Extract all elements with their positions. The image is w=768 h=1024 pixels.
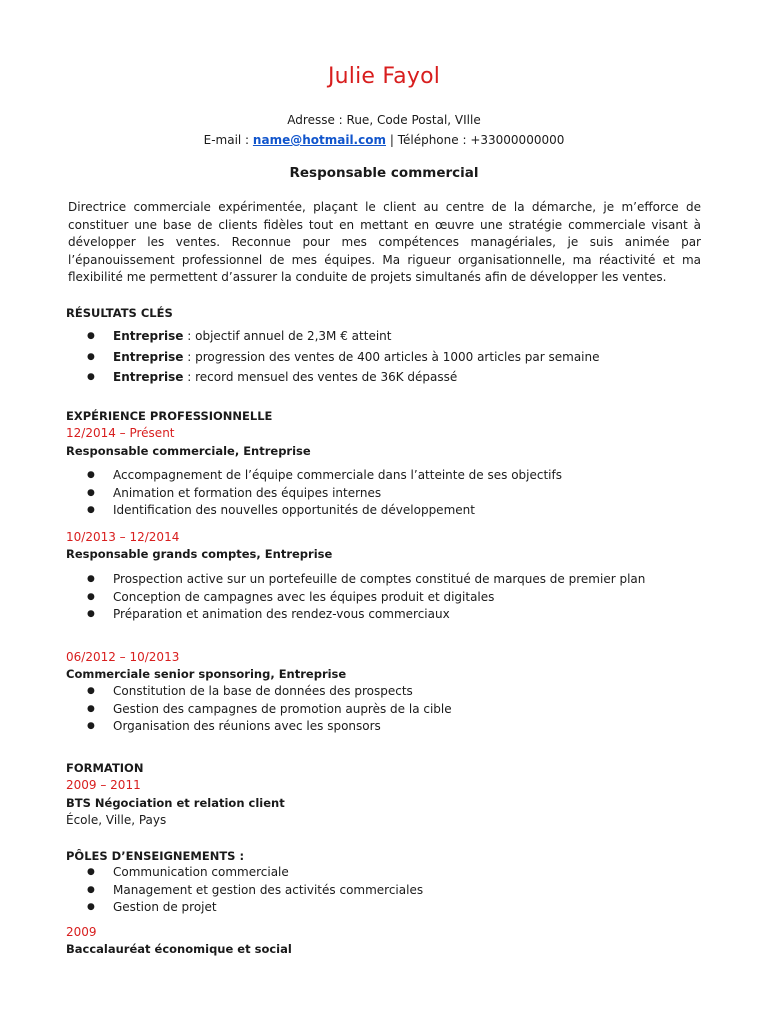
result-text: : record mensuel des ventes de 36K dépassé: [183, 370, 458, 384]
candidate-name: Julie Fayol: [327, 64, 441, 89]
list-item: ● Accompagnement de l’équipe commerciale dans l’atteinte de ses objectifs: [0, 467, 562, 485]
list-item: [0, 326, 600, 347]
list-item: [0, 347, 600, 368]
results-heading: RÉSULTATS CLÉS: [66, 306, 173, 320]
education-degree: BTS Négociation et relation client: [66, 796, 285, 810]
list-item: ● Prospection active sur un portefeuille de comptes constitué de marques de premier plan: [0, 571, 645, 589]
job-position: Responsable commerciale, Entreprise: [66, 444, 311, 458]
result-label: Entreprise: [113, 329, 184, 343]
list-item: ● Identification des nouvelles opportunités de développement: [0, 502, 562, 520]
results-list: [0, 326, 600, 388]
list-item: ● Constitution de la base de données des prospects: [0, 683, 452, 701]
list-item: ● Gestion de projet: [0, 899, 423, 917]
contact-separator: |: [389, 133, 394, 147]
result-label: Entreprise: [113, 370, 184, 384]
list-item: ● Préparation et animation des rendez-vous commerciaux: [0, 606, 645, 624]
result-text: : progression des ventes de 400 articles à 1000 articles par semaine: [183, 349, 600, 364]
email-link[interactable]: name@hotmail.com: [252, 133, 386, 147]
job-position: Responsable grands comptes, Entreprise: [66, 547, 333, 561]
list-item: ● Communication commerciale: [0, 864, 423, 882]
job-title: Responsable commercial: [289, 165, 479, 181]
list-item: ● Gestion des campagnes de promotion auprès de la cible: [0, 701, 452, 719]
address-value: Rue, Code Postal, VIlle: [346, 113, 481, 127]
experience-heading: EXPÉRIENCE PROFESSIONNELLE: [66, 409, 273, 423]
education-dates: 2009: [66, 925, 97, 939]
job-tasks-list: [0, 467, 562, 520]
phone-value: +33000000000: [470, 133, 565, 147]
list-item: ● Conception de campagnes avec les équipes produit et digitales: [0, 589, 645, 607]
list-item: [0, 367, 600, 388]
contact-block: [0, 110, 768, 150]
email-phone-line: [0, 130, 768, 150]
result-label: Entreprise: [113, 349, 184, 364]
profile-summary: Directrice commerciale expérimentée, plaçant le client au centre de la démarche, je m’efforce de constituer une base de clients fidèles tout en mettant en œuvre une stratégie commerciale visant à développer les ventes. Reconnue pour mes compétences managériales, je suis animée par l’épanouissement professionnel de mes équipes. Ma rigueur organisationnelle, ma réactivité et ma flexibilité me permettent d’assurer la conduite de projets simultanés afin de développer les ventes.: [68, 200, 701, 285]
job-dates: 10/2013 – 12/2014: [66, 530, 180, 544]
poles-heading: PÔLES D’ENSEIGNEMENTS :: [66, 849, 245, 863]
job-dates: 06/2012 – 10/2013: [66, 650, 180, 664]
address-line: [0, 110, 768, 130]
poles-list: [0, 864, 423, 917]
list-item: ● Organisation des réunions avec les sponsors: [0, 718, 452, 736]
job-tasks-list: [0, 683, 452, 736]
list-item: ● Management et gestion des activités commerciales: [0, 882, 423, 900]
address-label: Adresse :: [287, 113, 343, 127]
education-school: École, Ville, Pays: [66, 813, 167, 827]
education-heading: FORMATION: [66, 761, 144, 775]
job-dates: 12/2014 – Présent: [66, 426, 175, 440]
job-tasks-list: [0, 571, 645, 624]
education-dates: 2009 – 2011: [66, 778, 141, 792]
result-text: : objectif annuel de 2,3M € atteint: [183, 329, 392, 343]
education-degree: Baccalauréat économique et social: [66, 942, 292, 956]
list-item: ● Animation et formation des équipes internes: [0, 485, 562, 503]
phone-label: Téléphone :: [397, 133, 467, 147]
job-position: Commerciale senior sponsoring, Entreprise: [66, 667, 347, 681]
email-label: E-mail :: [203, 133, 250, 147]
